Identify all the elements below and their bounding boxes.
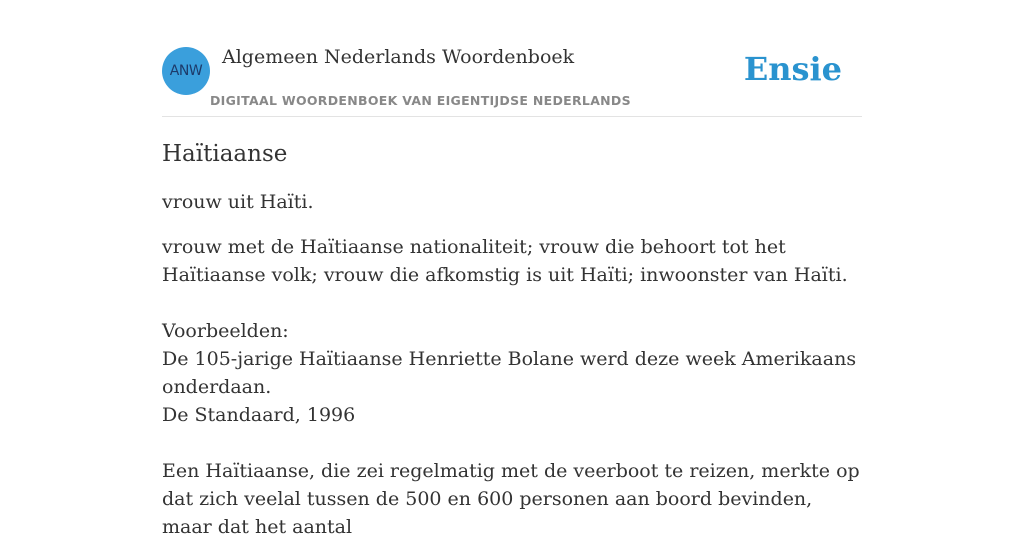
example-text: De 105-jarige Haïtiaanse Henriette Bolane werd deze week Amerikaans onderdaan. xyxy=(162,348,857,398)
example-source: De Standaard, 1996 xyxy=(162,404,356,426)
site-title[interactable]: Algemeen Nederlands Woordenboek xyxy=(222,46,575,68)
entry-headword: Haïtiaanse xyxy=(162,141,288,167)
short-definition: vrouw uit Haïti. xyxy=(162,191,314,213)
example-text: Een Haïtiaanse, die zei regelmatig met de veerboot te reizen, merkte op dat zich veelal tussen de 500 en 600 personen aan boord bevinden, maar dat het aantal xyxy=(162,460,860,538)
examples-label: Voorbeelden: xyxy=(162,320,289,342)
ensie-brand-link[interactable]: Ensie xyxy=(743,50,842,88)
anw-logo[interactable]: ANW xyxy=(162,47,210,95)
entry-content xyxy=(162,138,862,541)
header xyxy=(162,40,862,117)
long-definition-block xyxy=(162,233,862,541)
site-subtitle: DIGITAAL WOORDENBOEK VAN EIGENTIJDSE NEDERLANDS xyxy=(210,93,631,108)
long-definition: vrouw met de Haïtiaanse nationaliteit; vrouw die behoort tot het Haïtiaanse volk; vrouw die afkomstig is uit Haïti; inwoonster van Haïti. xyxy=(162,236,848,286)
